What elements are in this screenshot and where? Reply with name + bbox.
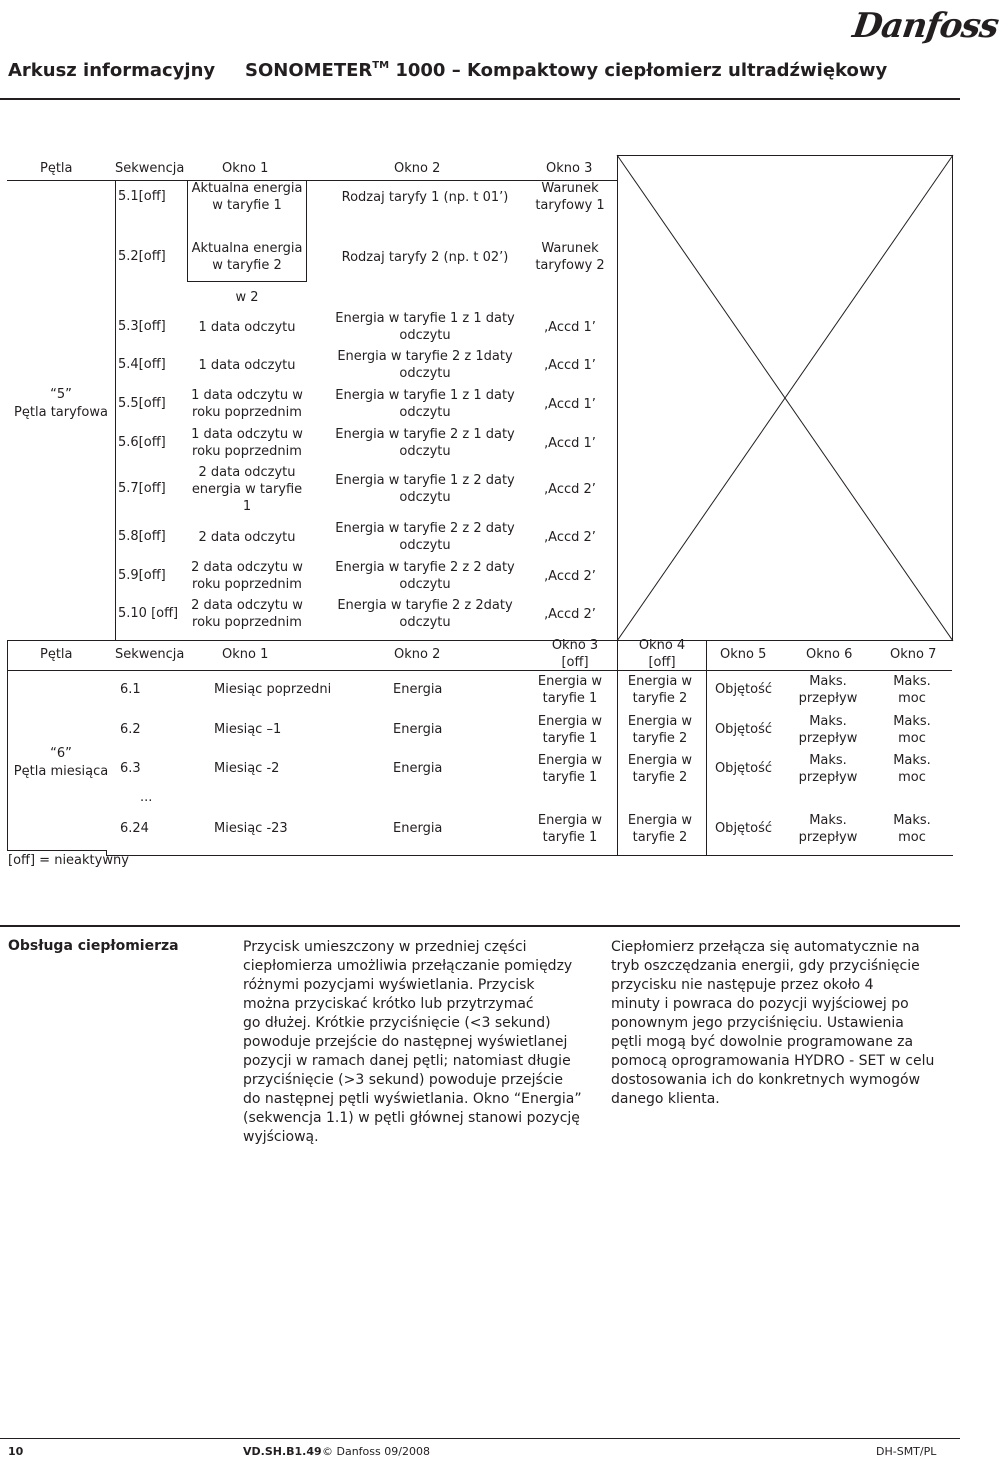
window2-text: odczytu (399, 444, 451, 459)
window7-text: Maks. (893, 714, 931, 729)
paragraph-line: do następnej pętli wyświetlania. Okno “Energia” (243, 1091, 582, 1107)
t6-header-w1: Okno 1 (222, 647, 269, 662)
paragraph-line: przycisku nie następuje przez około 4 (611, 977, 874, 993)
seq-label: 6.1 (120, 682, 141, 697)
window3-text: ‚Accd 1’ (544, 320, 596, 335)
window5-text: Objętość (714, 821, 773, 836)
window1-text: energia w taryfie (191, 482, 303, 497)
t6-header-w5: Okno 5 (720, 647, 767, 662)
window7-text: Maks. (893, 753, 931, 768)
window1-text: roku poprzednim (192, 615, 302, 630)
window2-text: Energia w taryfie 1 z 1 daty (335, 388, 515, 403)
window1-text: roku poprzednim (192, 405, 302, 420)
t6-bottom-left-rule (7, 850, 107, 851)
t5-header-w2: Okno 2 (394, 161, 441, 176)
seq-label: 5.9[off] (118, 568, 166, 583)
t5-loop-name: Pętla taryfowa (14, 405, 108, 420)
seq-label: 6.2 (120, 722, 141, 737)
doc-code: VD.SH.B1.49 (243, 1445, 322, 1458)
window2-text: odczytu (399, 366, 451, 381)
paragraph-line: przyciśnięcie (>3 sekund) powoduje przejście (243, 1072, 564, 1088)
window3-text: ‚Accd 1’ (544, 436, 596, 451)
window3-text: taryfowy 1 (535, 198, 605, 213)
window7-text: moc (898, 731, 926, 746)
window1-text: Miesiąc -2 (214, 761, 280, 776)
window6-text: przepływ (798, 691, 858, 706)
paragraph-line: dostosowania ich do konkretnych wymogów (611, 1072, 921, 1088)
window2-text: Energia w taryfie 2 z 2 daty (335, 560, 515, 575)
t6-header-w4-line1: Okno 4 (638, 638, 686, 653)
dept-code: DH-SMT/PL (876, 1445, 937, 1458)
window2-text: Energia (393, 722, 443, 737)
t6-header-w3-line1: Okno 3 (551, 638, 599, 653)
seq-label: 5.10 [off] (118, 606, 179, 621)
window2-text: Rodzaj taryfy 2 (np. t 02’) (341, 250, 509, 265)
window2-text: odczytu (399, 490, 451, 505)
window4-text: taryfie 2 (632, 731, 688, 746)
footer-rule (0, 1438, 960, 1439)
window3-text: ‚Accd 1’ (544, 358, 596, 373)
t6-header-rule (7, 670, 952, 671)
window2-text: Energia w taryfie 2 z 2daty (337, 598, 513, 613)
window2-text: Energia w taryfie 1 z 2 daty (335, 473, 515, 488)
window1-text: Miesiąc poprzedni (214, 682, 332, 697)
window2-text: Rodzaj taryfy 1 (np. t 01’) (341, 190, 509, 205)
window7-text: moc (898, 830, 926, 845)
product-title (245, 60, 887, 81)
window4-text: taryfie 2 (632, 770, 688, 785)
legend-off: [off] = nieaktywny (8, 853, 129, 868)
t5-loop-divider (115, 180, 116, 640)
trademark-sup: TM (372, 60, 390, 71)
t5-w1-group-label: w 2 (235, 290, 259, 305)
window1-text: Aktualna energia (191, 181, 303, 196)
window2-text: Energia (393, 761, 443, 776)
window7-text: Maks. (893, 674, 931, 689)
t6-ellipsis: ... (140, 790, 153, 805)
t6-bottom-rule (106, 855, 953, 856)
window1-text: 2 data odczytu (198, 530, 296, 545)
t6-header-w2: Okno 2 (394, 647, 441, 662)
seq-label: 5.3[off] (118, 319, 166, 334)
window6-text: Maks. (809, 753, 847, 768)
seq-label: 6.24 (120, 821, 149, 836)
window4-text: taryfie 2 (632, 691, 688, 706)
t5-w1-bracket-bottom (187, 281, 307, 282)
window2-text: odczytu (399, 328, 451, 343)
window4-text: taryfie 2 (632, 830, 688, 845)
window3-text: taryfie 1 (542, 731, 598, 746)
window7-text: moc (898, 691, 926, 706)
section-paragraph-2 (611, 938, 934, 1109)
window2-text: odczytu (399, 405, 451, 420)
window1-text: Miesiąc -23 (214, 821, 288, 836)
danfoss-logo: Danfoss (850, 6, 1001, 46)
seq-label: 5.6[off] (118, 435, 166, 450)
window6-text: Maks. (809, 714, 847, 729)
t6-header-w6: Okno 6 (806, 647, 853, 662)
window3-text: Energia w (537, 674, 603, 689)
section-title: Obsługa ciepłomierza (8, 938, 179, 954)
window1-text: 1 data odczytu w (191, 427, 303, 442)
t6-header-loop: Pętla (40, 647, 73, 662)
window7-text: moc (898, 770, 926, 785)
t6-header-w7: Okno 7 (890, 647, 937, 662)
paragraph-line: (sekwencja 1.1) w pętli głównej stanowi pozycję (243, 1110, 580, 1126)
paragraph-line: pozycji w ramach danej pętli; natomiast długie (243, 1053, 571, 1069)
t5-header-w3: Okno 3 (546, 161, 593, 176)
paragraph-line: wyjściową. (243, 1129, 319, 1145)
t5-header-seq: Sekwencja (115, 161, 185, 176)
window1-text: 2 data odczytu (198, 465, 296, 480)
paragraph-line: ciepłomierza umożliwia przełączanie pomiędzy (243, 958, 573, 974)
window2-text: Energia w taryfie 2 z 2 daty (335, 521, 515, 536)
t6-header-w4-line2: [off] (648, 655, 676, 670)
seq-label: 5.4[off] (118, 357, 166, 372)
product-subtitle: 1000 – Kompaktowy ciepłomierz ultradźwiękowy (389, 60, 888, 81)
paragraph-line: go dłużej. Krótkie przyciśnięcie (<3 sekund) (243, 1015, 551, 1031)
t6-header-seq: Sekwencja (115, 647, 185, 662)
doc-type-title: Arkusz informacyjny (8, 60, 216, 81)
seq-label: 5.7[off] (118, 481, 166, 496)
window3-text: Energia w (537, 753, 603, 768)
window1-text: 2 data odczytu w (191, 598, 303, 613)
window4-text: Energia w (627, 714, 693, 729)
window6-text: przepływ (798, 770, 858, 785)
seq-label: 5.8[off] (118, 529, 166, 544)
product-name: SONOMETER (245, 60, 373, 81)
window1-text: w taryfie 2 (212, 258, 282, 273)
window1-text: 1 (242, 499, 252, 514)
section-paragraph-1 (243, 938, 582, 1147)
window3-text: Warunek (541, 241, 599, 256)
window5-text: Objętość (714, 761, 773, 776)
window3-text: Warunek (541, 181, 599, 196)
window3-text: ‚Accd 2’ (544, 482, 596, 497)
window4-text: Energia w (627, 813, 693, 828)
paragraph-line: pomocą oprogramowania HYDRO - SET w celu (611, 1053, 935, 1069)
window4-text: Energia w (627, 674, 693, 689)
empty-area-cross (617, 155, 953, 641)
window7-text: Maks. (893, 813, 931, 828)
window2-text: Energia (393, 821, 443, 836)
window6-text: Maks. (809, 813, 847, 828)
t5-loop-number: “5” (50, 387, 72, 402)
window3-text: taryfie 1 (542, 830, 598, 845)
paragraph-line: różnymi pozycjami wyświetlania. Przycisk (243, 977, 535, 993)
window1-text: Miesiąc –1 (214, 722, 282, 737)
t6-loop-number: “6” (50, 746, 72, 761)
paragraph-line: tryb oszczędzania energii, gdy przyciśnięcie (611, 958, 920, 974)
copyright: © Danfoss 09/2008 (322, 1445, 430, 1458)
window3-text: taryfie 1 (542, 691, 598, 706)
window3-text: taryfie 1 (542, 770, 598, 785)
window5-text: Objętość (714, 722, 773, 737)
paragraph-line: Ciepłomierz przełącza się automatycznie na (611, 939, 920, 955)
paragraph-line: danego klienta. (611, 1091, 720, 1107)
paragraph-line: Przycisk umieszczony w przedniej części (243, 939, 527, 955)
window6-text: przepływ (798, 731, 858, 746)
window1-text: 1 data odczytu (198, 358, 296, 373)
paragraph-line: minuty i powraca do pozycji wyjściowej po (611, 996, 909, 1012)
paragraph-line: pętli mogą być dowolnie programowane za (611, 1034, 914, 1050)
window1-text: w taryfie 1 (212, 198, 282, 213)
window2-text: Energia (393, 682, 443, 697)
window2-text: Energia w taryfie 2 z 1daty (337, 349, 513, 364)
seq-label: 5.1[off] (118, 189, 166, 204)
window3-text: ‚Accd 1’ (544, 397, 596, 412)
window4-text: Energia w (627, 753, 693, 768)
t6-loop-name: Pętla miesiąca (13, 764, 109, 779)
seq-label: 5.5[off] (118, 396, 166, 411)
seq-label: 5.2[off] (118, 249, 166, 264)
paragraph-line: można przyciskać krótko lub przytrzymać (243, 996, 534, 1012)
header-rule (0, 98, 960, 100)
window1-text: Aktualna energia (191, 241, 303, 256)
window6-text: Maks. (809, 674, 847, 689)
window2-text: odczytu (399, 538, 451, 553)
page-number: 10 (8, 1445, 24, 1458)
window1-text: 2 data odczytu w (191, 560, 303, 575)
window1-text: roku poprzednim (192, 577, 302, 592)
window3-text: ‚Accd 2’ (544, 530, 596, 545)
window3-text: taryfowy 2 (535, 258, 605, 273)
window3-text: Energia w (537, 813, 603, 828)
window2-text: odczytu (399, 577, 451, 592)
t6-header-w3-line2: [off] (561, 655, 589, 670)
window1-text: 1 data odczytu w (191, 388, 303, 403)
window3-text: ‚Accd 2’ (544, 569, 596, 584)
window2-text: odczytu (399, 615, 451, 630)
section-rule (0, 925, 960, 927)
t5-header-w1: Okno 1 (222, 161, 269, 176)
window2-text: Energia w taryfie 2 z 1 daty (335, 427, 515, 442)
window1-text: roku poprzednim (192, 444, 302, 459)
window2-text: Energia w taryfie 1 z 1 daty (335, 311, 515, 326)
paragraph-line: ponownym jego przyciśnięciu. Ustawienia (611, 1015, 904, 1031)
window1-text: 1 data odczytu (198, 320, 296, 335)
window3-text: Energia w (537, 714, 603, 729)
window5-text: Objętość (714, 682, 773, 697)
window3-text: ‚Accd 2’ (544, 607, 596, 622)
seq-label: 6.3 (120, 761, 141, 776)
t5-header-loop: Pętla (40, 161, 73, 176)
paragraph-line: powoduje przejście do następnej wyświetlanej (243, 1034, 568, 1050)
window6-text: przepływ (798, 830, 858, 845)
